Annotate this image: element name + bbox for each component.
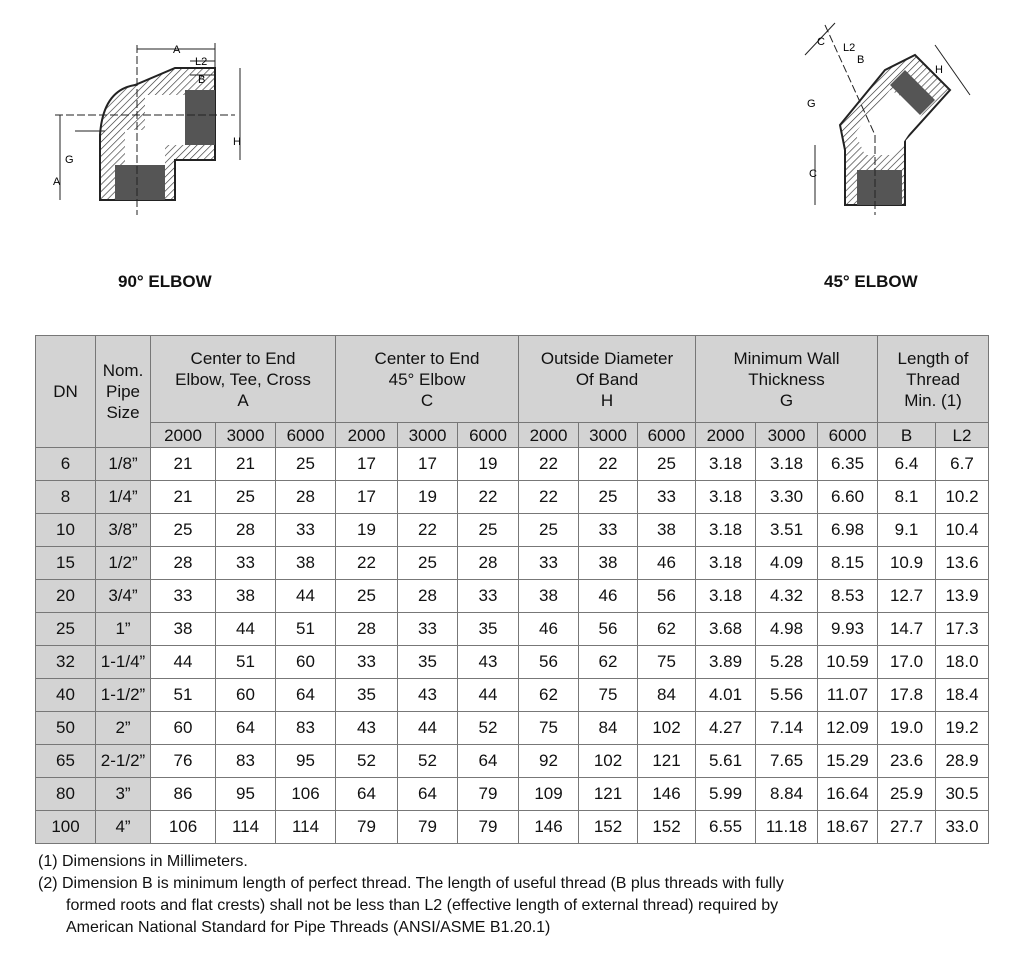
size-cell: 2” bbox=[96, 712, 151, 745]
value-cell: 8.1 bbox=[878, 481, 936, 514]
value-cell: 38 bbox=[579, 547, 638, 580]
value-cell: 17 bbox=[336, 481, 398, 514]
value-cell: 44 bbox=[151, 646, 216, 679]
value-cell: 62 bbox=[519, 679, 579, 712]
value-cell: 75 bbox=[638, 646, 696, 679]
value-cell: 43 bbox=[336, 712, 398, 745]
elbow-45-drawing bbox=[795, 15, 985, 215]
size-cell: 1” bbox=[96, 613, 151, 646]
value-cell: 11.07 bbox=[818, 679, 878, 712]
value-cell: 28 bbox=[276, 481, 336, 514]
header-line: Pipe bbox=[105, 382, 141, 401]
value-cell: 3.68 bbox=[696, 613, 756, 646]
value-cell: 43 bbox=[458, 646, 519, 679]
value-cell: 22 bbox=[336, 547, 398, 580]
subheader-cell: 2000 bbox=[151, 423, 216, 448]
value-cell: 33 bbox=[398, 613, 458, 646]
value-cell: 51 bbox=[216, 646, 276, 679]
value-cell: 7.65 bbox=[756, 745, 818, 778]
size-cell: 3/8” bbox=[96, 514, 151, 547]
value-cell: 52 bbox=[336, 745, 398, 778]
value-cell: 8.53 bbox=[818, 580, 878, 613]
value-cell: 5.99 bbox=[696, 778, 756, 811]
header-dn: DN bbox=[36, 336, 96, 448]
size-cell: 3/4” bbox=[96, 580, 151, 613]
value-cell: 106 bbox=[151, 811, 216, 844]
value-cell: 10.4 bbox=[936, 514, 989, 547]
dim-label: B bbox=[198, 74, 206, 86]
header-line: Minimum Wall bbox=[733, 348, 840, 368]
value-cell: 56 bbox=[579, 613, 638, 646]
size-cell: 2-1/2” bbox=[96, 745, 151, 778]
elbow-45-caption: 45° ELBOW bbox=[824, 272, 918, 291]
size-cell: 4” bbox=[96, 811, 151, 844]
value-cell: 102 bbox=[579, 745, 638, 778]
value-cell: 44 bbox=[216, 613, 276, 646]
value-cell: 13.9 bbox=[936, 580, 989, 613]
dn-cell: 8 bbox=[36, 481, 96, 514]
value-cell: 75 bbox=[579, 679, 638, 712]
size-cell: 3” bbox=[96, 778, 151, 811]
header-line: A bbox=[237, 390, 249, 410]
value-cell: 14.7 bbox=[878, 613, 936, 646]
value-cell: 33 bbox=[216, 547, 276, 580]
value-cell: 146 bbox=[638, 778, 696, 811]
value-cell: 28 bbox=[398, 580, 458, 613]
value-cell: 79 bbox=[458, 778, 519, 811]
table-row bbox=[36, 481, 989, 514]
table-row bbox=[36, 646, 989, 679]
table-row bbox=[36, 778, 989, 811]
value-cell: 33 bbox=[579, 514, 638, 547]
subheader-cell: 3000 bbox=[398, 423, 458, 448]
value-cell: 4.01 bbox=[696, 679, 756, 712]
value-cell: 5.61 bbox=[696, 745, 756, 778]
value-cell: 25 bbox=[638, 448, 696, 481]
header-line: Min. (1) bbox=[904, 390, 962, 410]
dn-cell: 40 bbox=[36, 679, 96, 712]
value-cell: 23.6 bbox=[878, 745, 936, 778]
subheader-cell: 2000 bbox=[519, 423, 579, 448]
value-cell: 52 bbox=[458, 712, 519, 745]
value-cell: 38 bbox=[638, 514, 696, 547]
value-cell: 152 bbox=[579, 811, 638, 844]
value-cell: 146 bbox=[519, 811, 579, 844]
header-line: H bbox=[600, 390, 614, 410]
value-cell: 92 bbox=[519, 745, 579, 778]
value-cell: 21 bbox=[151, 448, 216, 481]
value-cell: 16.64 bbox=[818, 778, 878, 811]
value-cell: 17 bbox=[336, 448, 398, 481]
value-cell: 10.2 bbox=[936, 481, 989, 514]
value-cell: 3.18 bbox=[696, 514, 756, 547]
subheader-cell: L2 bbox=[936, 423, 989, 448]
dn-cell: 25 bbox=[36, 613, 96, 646]
table-row bbox=[36, 679, 989, 712]
value-cell: 4.27 bbox=[696, 712, 756, 745]
value-cell: 4.09 bbox=[756, 547, 818, 580]
value-cell: 60 bbox=[151, 712, 216, 745]
value-cell: 38 bbox=[519, 580, 579, 613]
size-cell: 1-1/2” bbox=[96, 679, 151, 712]
value-cell: 8.84 bbox=[756, 778, 818, 811]
dim-label: B bbox=[857, 54, 865, 66]
header-line: Outside Diameter bbox=[540, 348, 674, 368]
value-cell: 21 bbox=[216, 448, 276, 481]
value-cell: 3.89 bbox=[696, 646, 756, 679]
dim-label: C bbox=[817, 36, 825, 48]
value-cell: 18.4 bbox=[936, 679, 989, 712]
value-cell: 33 bbox=[151, 580, 216, 613]
value-cell: 19 bbox=[458, 448, 519, 481]
subheader-cell: 6000 bbox=[818, 423, 878, 448]
value-cell: 28 bbox=[151, 547, 216, 580]
value-cell: 18.0 bbox=[936, 646, 989, 679]
value-cell: 43 bbox=[398, 679, 458, 712]
value-cell: 22 bbox=[398, 514, 458, 547]
value-cell: 33 bbox=[519, 547, 579, 580]
value-cell: 76 bbox=[151, 745, 216, 778]
header-line: C bbox=[420, 390, 434, 410]
value-cell: 25 bbox=[216, 481, 276, 514]
elbow-90-caption: 90° ELBOW bbox=[118, 272, 212, 291]
subheader-cell: 6000 bbox=[276, 423, 336, 448]
value-cell: 19 bbox=[336, 514, 398, 547]
value-cell: 33 bbox=[276, 514, 336, 547]
dn-cell: 32 bbox=[36, 646, 96, 679]
elbow-90-drawing bbox=[45, 35, 265, 250]
header-group-g bbox=[696, 336, 878, 423]
value-cell: 25 bbox=[458, 514, 519, 547]
value-cell: 38 bbox=[276, 547, 336, 580]
value-cell: 3.18 bbox=[696, 448, 756, 481]
dn-cell: 65 bbox=[36, 745, 96, 778]
subheader-cell: 6000 bbox=[638, 423, 696, 448]
table-row bbox=[36, 580, 989, 613]
value-cell: 60 bbox=[276, 646, 336, 679]
value-cell: 35 bbox=[398, 646, 458, 679]
value-cell: 38 bbox=[151, 613, 216, 646]
value-cell: 83 bbox=[216, 745, 276, 778]
value-cell: 30.5 bbox=[936, 778, 989, 811]
value-cell: 33 bbox=[458, 580, 519, 613]
table-row bbox=[36, 613, 989, 646]
value-cell: 114 bbox=[216, 811, 276, 844]
subheader-cell: 3000 bbox=[756, 423, 818, 448]
value-cell: 102 bbox=[638, 712, 696, 745]
header-group-a bbox=[151, 336, 336, 423]
dim-label: G bbox=[807, 98, 816, 110]
dn-cell: 10 bbox=[36, 514, 96, 547]
value-cell: 22 bbox=[519, 448, 579, 481]
value-cell: 79 bbox=[336, 811, 398, 844]
value-cell: 62 bbox=[579, 646, 638, 679]
value-cell: 6.4 bbox=[878, 448, 936, 481]
table-row bbox=[36, 811, 989, 844]
value-cell: 28.9 bbox=[936, 745, 989, 778]
dim-label: H bbox=[935, 64, 943, 76]
value-cell: 9.1 bbox=[878, 514, 936, 547]
header-size bbox=[96, 336, 151, 448]
value-cell: 44 bbox=[458, 679, 519, 712]
dim-label: A bbox=[53, 176, 61, 188]
table-row bbox=[36, 712, 989, 745]
dim-label: C bbox=[809, 168, 817, 180]
value-cell: 6.55 bbox=[696, 811, 756, 844]
value-cell: 8.15 bbox=[818, 547, 878, 580]
size-cell: 1/8” bbox=[96, 448, 151, 481]
value-cell: 64 bbox=[216, 712, 276, 745]
value-cell: 6.98 bbox=[818, 514, 878, 547]
size-cell: 1/4” bbox=[96, 481, 151, 514]
value-cell: 121 bbox=[579, 778, 638, 811]
value-cell: 64 bbox=[336, 778, 398, 811]
value-cell: 35 bbox=[336, 679, 398, 712]
size-cell: 1-1/4” bbox=[96, 646, 151, 679]
value-cell: 106 bbox=[276, 778, 336, 811]
value-cell: 64 bbox=[458, 745, 519, 778]
subheader-cell: B bbox=[878, 423, 936, 448]
header-line: Elbow, Tee, Cross bbox=[175, 369, 311, 389]
value-cell: 3.18 bbox=[696, 580, 756, 613]
value-cell: 3.51 bbox=[756, 514, 818, 547]
table-row bbox=[36, 448, 989, 481]
header-line: Length of bbox=[897, 348, 969, 368]
value-cell: 19.2 bbox=[936, 712, 989, 745]
value-cell: 3.30 bbox=[756, 481, 818, 514]
dn-cell: 15 bbox=[36, 547, 96, 580]
value-cell: 56 bbox=[519, 646, 579, 679]
header-group-c bbox=[336, 336, 519, 423]
value-cell: 64 bbox=[398, 778, 458, 811]
value-cell: 11.18 bbox=[756, 811, 818, 844]
value-cell: 25 bbox=[336, 580, 398, 613]
value-cell: 33 bbox=[638, 481, 696, 514]
size-cell: 1/2” bbox=[96, 547, 151, 580]
value-cell: 44 bbox=[398, 712, 458, 745]
value-cell: 3.18 bbox=[756, 448, 818, 481]
dn-cell: 80 bbox=[36, 778, 96, 811]
header-line: G bbox=[779, 390, 794, 410]
value-cell: 4.32 bbox=[756, 580, 818, 613]
header-line: Thickness bbox=[748, 369, 825, 389]
value-cell: 51 bbox=[276, 613, 336, 646]
value-cell: 28 bbox=[216, 514, 276, 547]
value-cell: 95 bbox=[216, 778, 276, 811]
value-cell: 44 bbox=[276, 580, 336, 613]
value-cell: 75 bbox=[519, 712, 579, 745]
subheader-cell: 2000 bbox=[696, 423, 756, 448]
footnote-2-cont: American National Standard for Pipe Threads (ANSI/ASME B1.20.1) bbox=[66, 919, 551, 936]
value-cell: 25 bbox=[398, 547, 458, 580]
value-cell: 46 bbox=[519, 613, 579, 646]
dim-label: H bbox=[233, 136, 241, 148]
value-cell: 6.7 bbox=[936, 448, 989, 481]
dim-label: L2 bbox=[195, 56, 208, 68]
footnote-2-cont: formed roots and flat crests) shall not be less than L2 (effective length of external thread) required by bbox=[66, 897, 779, 914]
value-cell: 15.29 bbox=[818, 745, 878, 778]
header-line: Size bbox=[106, 403, 140, 422]
value-cell: 21 bbox=[151, 481, 216, 514]
value-cell: 3.18 bbox=[696, 547, 756, 580]
value-cell: 12.09 bbox=[818, 712, 878, 745]
dn-cell: 6 bbox=[36, 448, 96, 481]
subheader-cell: 3000 bbox=[579, 423, 638, 448]
value-cell: 28 bbox=[458, 547, 519, 580]
dim-label: L2 bbox=[843, 42, 856, 54]
value-cell: 33.0 bbox=[936, 811, 989, 844]
value-cell: 25 bbox=[151, 514, 216, 547]
value-cell: 7.14 bbox=[756, 712, 818, 745]
value-cell: 12.7 bbox=[878, 580, 936, 613]
header-line: Center to End bbox=[374, 348, 480, 368]
value-cell: 25 bbox=[276, 448, 336, 481]
value-cell: 17.8 bbox=[878, 679, 936, 712]
header-line: Thread bbox=[906, 369, 960, 389]
value-cell: 83 bbox=[276, 712, 336, 745]
footnote-2: (2) Dimension B is minimum length of perfect thread. The length of useful thread (B plus threads with fully bbox=[38, 875, 784, 892]
value-cell: 10.9 bbox=[878, 547, 936, 580]
value-cell: 25 bbox=[519, 514, 579, 547]
value-cell: 10.59 bbox=[818, 646, 878, 679]
value-cell: 121 bbox=[638, 745, 696, 778]
dn-cell: 20 bbox=[36, 580, 96, 613]
value-cell: 19.0 bbox=[878, 712, 936, 745]
value-cell: 22 bbox=[458, 481, 519, 514]
subheader-cell: 2000 bbox=[336, 423, 398, 448]
value-cell: 56 bbox=[638, 580, 696, 613]
value-cell: 109 bbox=[519, 778, 579, 811]
dim-label: A bbox=[173, 44, 181, 56]
value-cell: 38 bbox=[216, 580, 276, 613]
value-cell: 62 bbox=[638, 613, 696, 646]
value-cell: 25 bbox=[579, 481, 638, 514]
value-cell: 5.56 bbox=[756, 679, 818, 712]
value-cell: 79 bbox=[458, 811, 519, 844]
value-cell: 46 bbox=[579, 580, 638, 613]
dimension-table bbox=[35, 335, 989, 844]
table-row bbox=[36, 745, 989, 778]
subheader-cell: 6000 bbox=[458, 423, 519, 448]
footnote-1: (1) Dimensions in Millimeters. bbox=[38, 853, 248, 870]
table-row bbox=[36, 547, 989, 580]
subheader-cell: 3000 bbox=[216, 423, 276, 448]
value-cell: 152 bbox=[638, 811, 696, 844]
value-cell: 51 bbox=[151, 679, 216, 712]
value-cell: 84 bbox=[579, 712, 638, 745]
value-cell: 13.6 bbox=[936, 547, 989, 580]
value-cell: 4.98 bbox=[756, 613, 818, 646]
value-cell: 27.7 bbox=[878, 811, 936, 844]
value-cell: 86 bbox=[151, 778, 216, 811]
value-cell: 3.18 bbox=[696, 481, 756, 514]
header-line: 45° Elbow bbox=[388, 369, 466, 389]
value-cell: 22 bbox=[579, 448, 638, 481]
value-cell: 17 bbox=[398, 448, 458, 481]
value-cell: 84 bbox=[638, 679, 696, 712]
value-cell: 18.67 bbox=[818, 811, 878, 844]
value-cell: 114 bbox=[276, 811, 336, 844]
value-cell: 46 bbox=[638, 547, 696, 580]
value-cell: 5.28 bbox=[756, 646, 818, 679]
value-cell: 95 bbox=[276, 745, 336, 778]
dim-label: G bbox=[65, 154, 74, 166]
value-cell: 33 bbox=[336, 646, 398, 679]
header-group-h bbox=[519, 336, 696, 423]
value-cell: 9.93 bbox=[818, 613, 878, 646]
value-cell: 79 bbox=[398, 811, 458, 844]
header-line: Nom. bbox=[102, 361, 144, 380]
value-cell: 52 bbox=[398, 745, 458, 778]
dn-cell: 50 bbox=[36, 712, 96, 745]
table-row bbox=[36, 514, 989, 547]
value-cell: 28 bbox=[336, 613, 398, 646]
dn-cell: 100 bbox=[36, 811, 96, 844]
value-cell: 35 bbox=[458, 613, 519, 646]
value-cell: 22 bbox=[519, 481, 579, 514]
value-cell: 25.9 bbox=[878, 778, 936, 811]
value-cell: 64 bbox=[276, 679, 336, 712]
value-cell: 60 bbox=[216, 679, 276, 712]
header-line: Of Band bbox=[575, 369, 639, 389]
value-cell: 17.0 bbox=[878, 646, 936, 679]
header-line: Center to End bbox=[190, 348, 296, 368]
footnotes bbox=[38, 851, 998, 939]
value-cell: 6.60 bbox=[818, 481, 878, 514]
value-cell: 19 bbox=[398, 481, 458, 514]
value-cell: 17.3 bbox=[936, 613, 989, 646]
header-group-thread bbox=[878, 336, 989, 423]
value-cell: 6.35 bbox=[818, 448, 878, 481]
